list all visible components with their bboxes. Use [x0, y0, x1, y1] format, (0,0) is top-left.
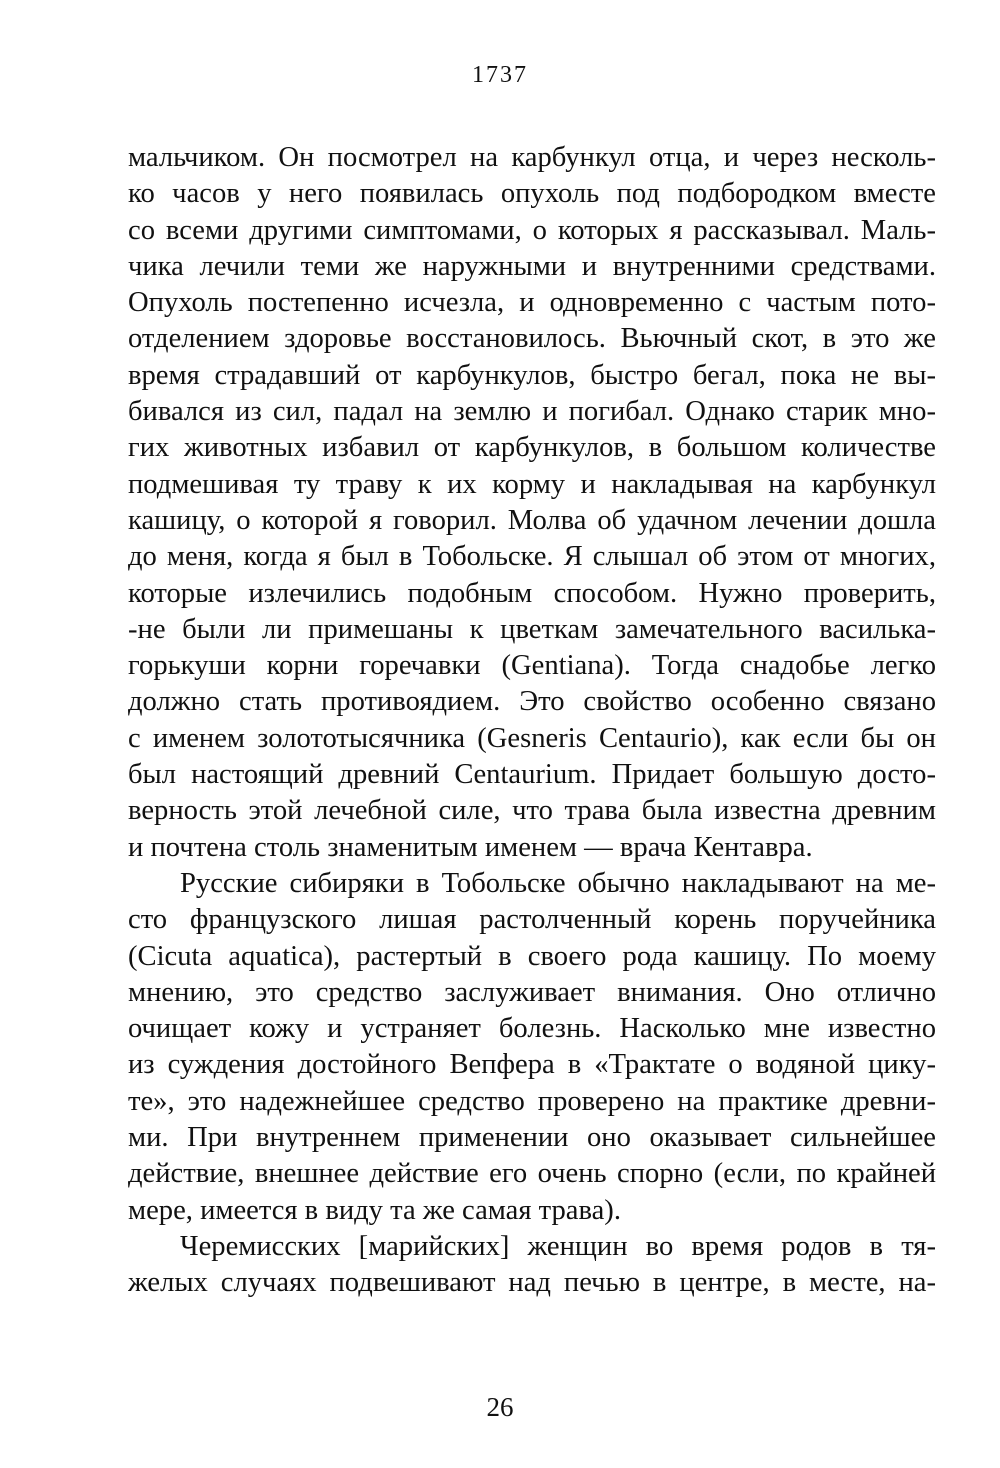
text-line: время страдавший от карбункулов, быстро бегал, пока не вы- — [128, 359, 936, 391]
text-line: кашицу, о которой я говорил. Молва об удачном лечении дошла — [128, 504, 936, 536]
text-line: бивался из сил, падал на землю и погибал. Однако старик мно- — [128, 396, 936, 428]
text-line: должно стать противоядием. Это свойство особенно связано — [128, 686, 936, 718]
text-line: чика лечили теми же наружными и внутренними средствами. — [128, 250, 936, 282]
text-line: желых случаях подвешивают над печью в центре, в месте, на- — [128, 1267, 936, 1299]
text-line: подмешивая ту траву к их корму и накладывая на карбункул — [128, 468, 936, 500]
text-line: со всеми другими симптомами, о которых я рассказывал. Маль- — [128, 214, 936, 246]
text-line: горькуши корни горечавки (Gentiana). Тогда снадобье легко — [128, 650, 936, 682]
running-head: 1737 — [472, 62, 528, 88]
text-line: ми. При внутреннем применении оно оказывает сильнейшее — [128, 1122, 936, 1154]
text-line: мнению, это средство заслуживает внимания. Оно отлично — [128, 976, 936, 1008]
text-line: сто французского лишая растолченный корень поручейника — [128, 904, 936, 936]
text-line: -не были ли примешаны к цветкам замечательного василька- — [128, 613, 936, 645]
text-line: мальчиком. Он посмотрел на карбункул отца, и через несколь- — [128, 142, 936, 173]
text-line: с именем золототысячника (Gesneris Centaurio), как если бы он — [128, 722, 936, 754]
text-line: Опухоль постепенно исчезла, и одновременно с частым пото- — [128, 287, 936, 319]
body-text — [128, 140, 936, 1302]
text-line: отделением здоровье восстановилось. Вьючный скот, в это же — [128, 323, 936, 355]
paragraph-1 — [128, 140, 936, 866]
text-line: которые излечились подобным способом. Нужно проверить, — [128, 577, 936, 609]
text-line: Черемисских [марийских] женщин во время родов в тя- — [180, 1230, 936, 1262]
text-line: верность этой лечебной силе, что трава была известна древним — [128, 795, 936, 827]
text-line: действие, внешнее действие его очень спорно (если, по крайней — [128, 1158, 936, 1190]
text-line: очищает кожу и устраняет болезнь. Насколько мне известно — [128, 1013, 936, 1045]
text-line: и почтена столь знаменитым именем — врача Кентавра. — [128, 831, 813, 863]
text-line: ко часов у него появилась опухоль под подбородком вместе — [128, 178, 936, 210]
text-line: Русские сибиряки в Тобольске обычно накладывают на ме- — [180, 867, 936, 899]
text-line: те», это надежнейшее средство проверено на практике древни- — [128, 1085, 936, 1117]
text-line: из суждения достойного Вепфера в «Трактате о водяной цику- — [128, 1049, 936, 1081]
page-number: 26 — [486, 1392, 514, 1422]
text-line: был настоящий древний Centaurium. Придает большую досто- — [128, 759, 936, 791]
text-line: гих животных избавил от карбункулов, в большом количестве — [128, 432, 936, 464]
text-line: мере, имеется в виду та же самая трава). — [128, 1194, 621, 1226]
text-line: до меня, когда я был в Тобольске. Я слышал об этом от многих, — [128, 541, 936, 573]
text-line: (Cicuta aquatica), растертый в своего рода кашицу. По моему — [128, 940, 936, 972]
paragraph-2 — [128, 866, 936, 1229]
paragraph-3 — [128, 1229, 936, 1302]
